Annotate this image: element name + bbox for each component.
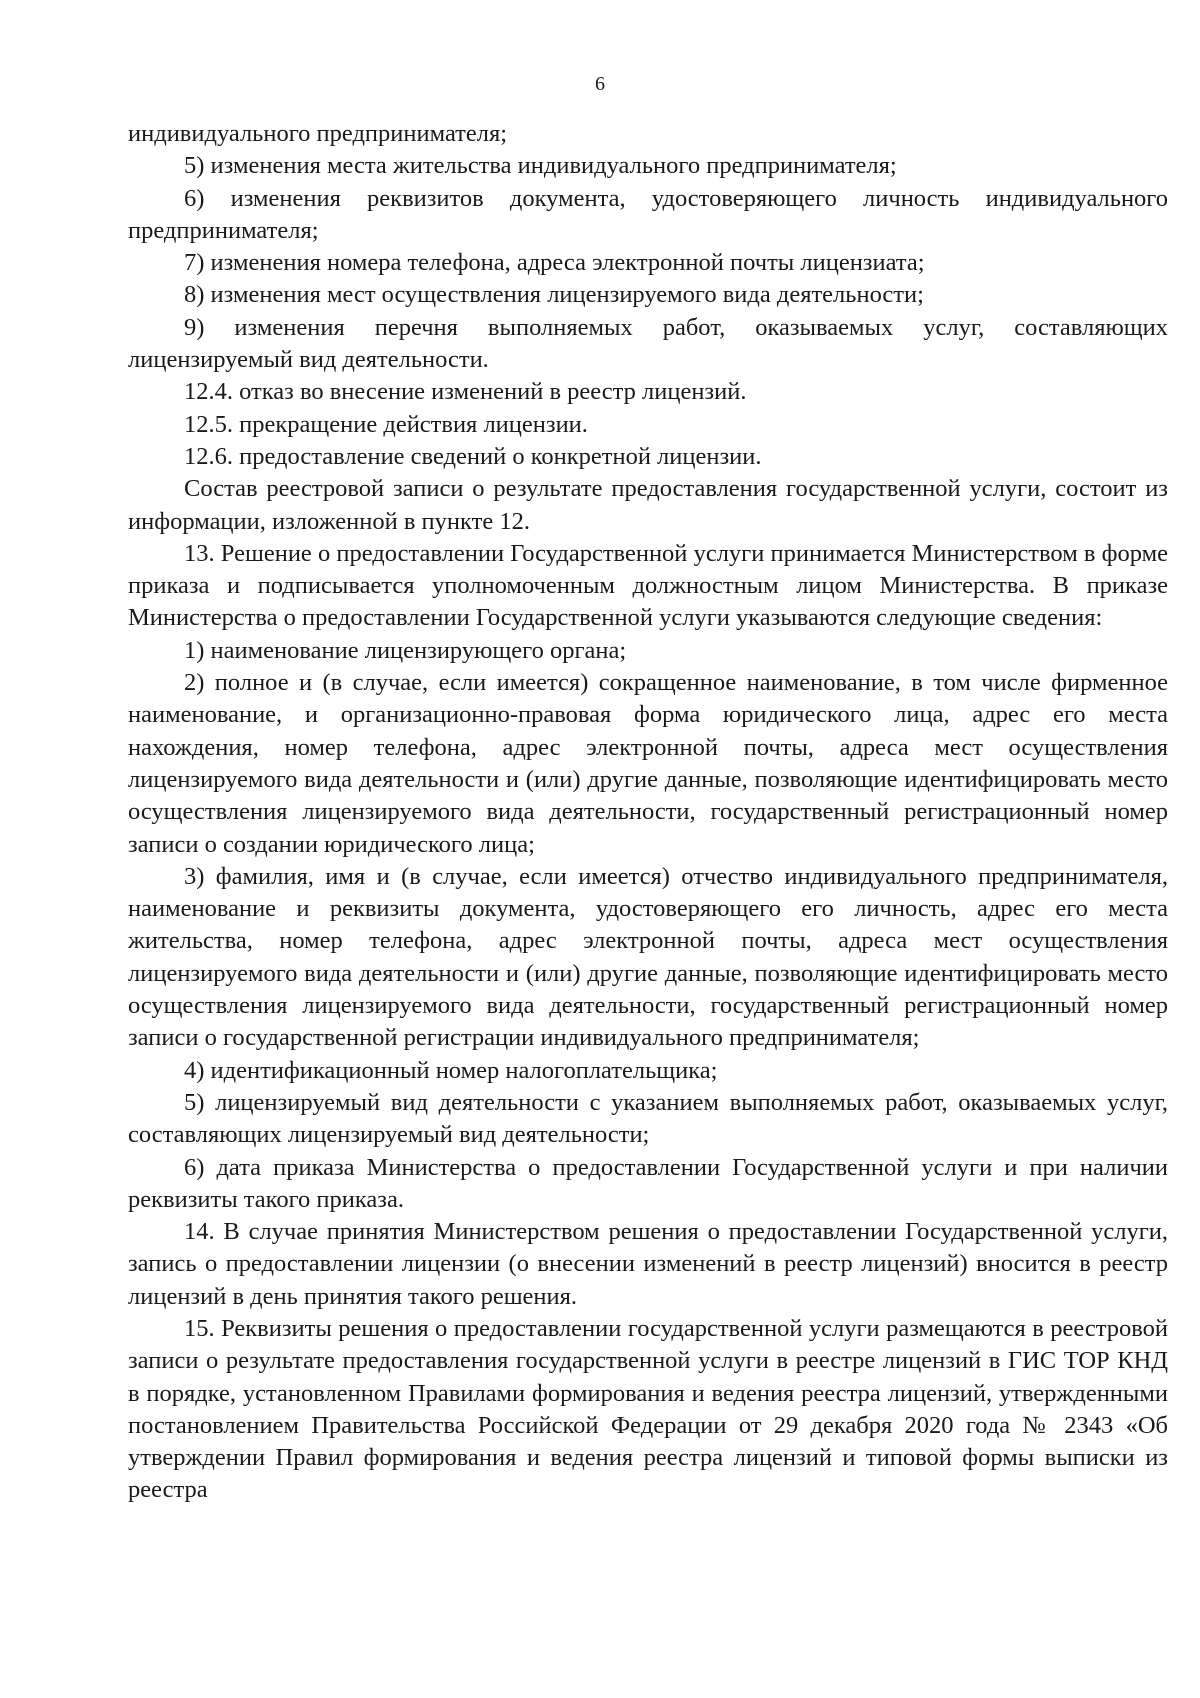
paragraph: 14. В случае принятия Министерством решения о предоставлении Государственной услуги, запись о предоставлении лицензии (о внесении изменений в реестр лицензий) вносится в реестр лицензий в день принятия такого решения. — [128, 1218, 1168, 1310]
paragraph: Состав реестровой записи о результате предоставления государственной услуги, состоит из информации, изложенной в пункте 12. — [128, 475, 1168, 535]
paragraph: индивидуального предпринимателя; — [128, 120, 508, 147]
document-body — [128, 118, 1168, 1507]
paragraph: 5) изменения места жительства индивидуального предпринимателя; — [184, 152, 897, 180]
paragraph: 12.5. прекращение действия лицензии. — [184, 410, 588, 438]
paragraph: 9) изменения перечня выполняемых работ, оказываемых услуг, составляющих лицензируемый вид деятельности. — [128, 313, 1168, 374]
paragraph: 2) полное и (в случае, если имеется) сокращенное наименование, в том числе фирменное наименование, и организационно-правовая форма юридического лица, адрес его места нахождения, номер телефона, адрес электронной почты, адреса мест осуществления лицензируемого вида деятельности и (или) другие данные, позволяющие идентифицировать место осуществления лицензируемого вида деятельности, государственный регистрационный номер записи о создании юридического лица; — [128, 669, 1168, 858]
paragraph: 8) изменения мест осуществления лицензируемого вида деятельности; — [184, 281, 924, 309]
paragraph: 4) идентификационный номер налогоплательщика; — [184, 1056, 718, 1084]
paragraph: 1) наименование лицензирующего органа; — [184, 636, 627, 664]
paragraph: 12.4. отказ во внесение изменений в реестр лицензий. — [184, 378, 747, 406]
paragraph: 7) изменения номера телефона, адреса электронной почты лицензиата; — [184, 249, 925, 277]
paragraph: 6) изменения реквизитов документа, удостоверяющего личность индивидуального предпринимателя; — [128, 184, 1168, 244]
page-number: 6 — [595, 73, 605, 95]
paragraph: 12.6. предоставление сведений о конкретной лицензии. — [184, 442, 762, 470]
paragraph: 5) лицензируемый вид деятельности с указанием выполняемых работ, оказываемых услуг, составляющих лицензируемый вид деятельности; — [128, 1088, 1168, 1149]
paragraph: 15. Реквизиты решения о предоставлении государственной услуги размещаются в реестровой записи о результате предоставления государственной услуги в реестре лицензий в ГИС ТОР КНД в порядке, установленном Правилами формирования и ведения реестра лицензий, утвержденными постановлением Правительства Российской Федерации от 29 декабря 2020 года № 2343 «Об утверждении Правил формирования и ведения реестра лицензий и типовой формы выписки из реестра — [128, 1314, 1168, 1504]
paragraph: 13. Решение о предоставлении Государственной услуги принимается Министерством в форме приказа и подписывается уполномоченным должностным лицом Министерства. В приказе Министерства о предоставлении Государственной услуги указываются следующие сведения: — [128, 539, 1168, 632]
paragraph: 6) дата приказа Министерства о предоставлении Государственной услуги и при наличии реквизиты такого приказа. — [128, 1153, 1168, 1213]
paragraph: 3) фамилия, имя и (в случае, если имеется) отчество индивидуального предпринимателя, наименование и реквизиты документа, удостоверяющего его личность, адрес его места жительства, номер телефона, адрес электронной почты, адреса мест осуществления лицензируемого вида деятельности и (или) другие данные, позволяющие идентифицировать место осуществления лицензируемого вида деятельности, государственный регистрационный номер записи о государственной регистрации индивидуального предпринимателя; — [128, 862, 1168, 1052]
